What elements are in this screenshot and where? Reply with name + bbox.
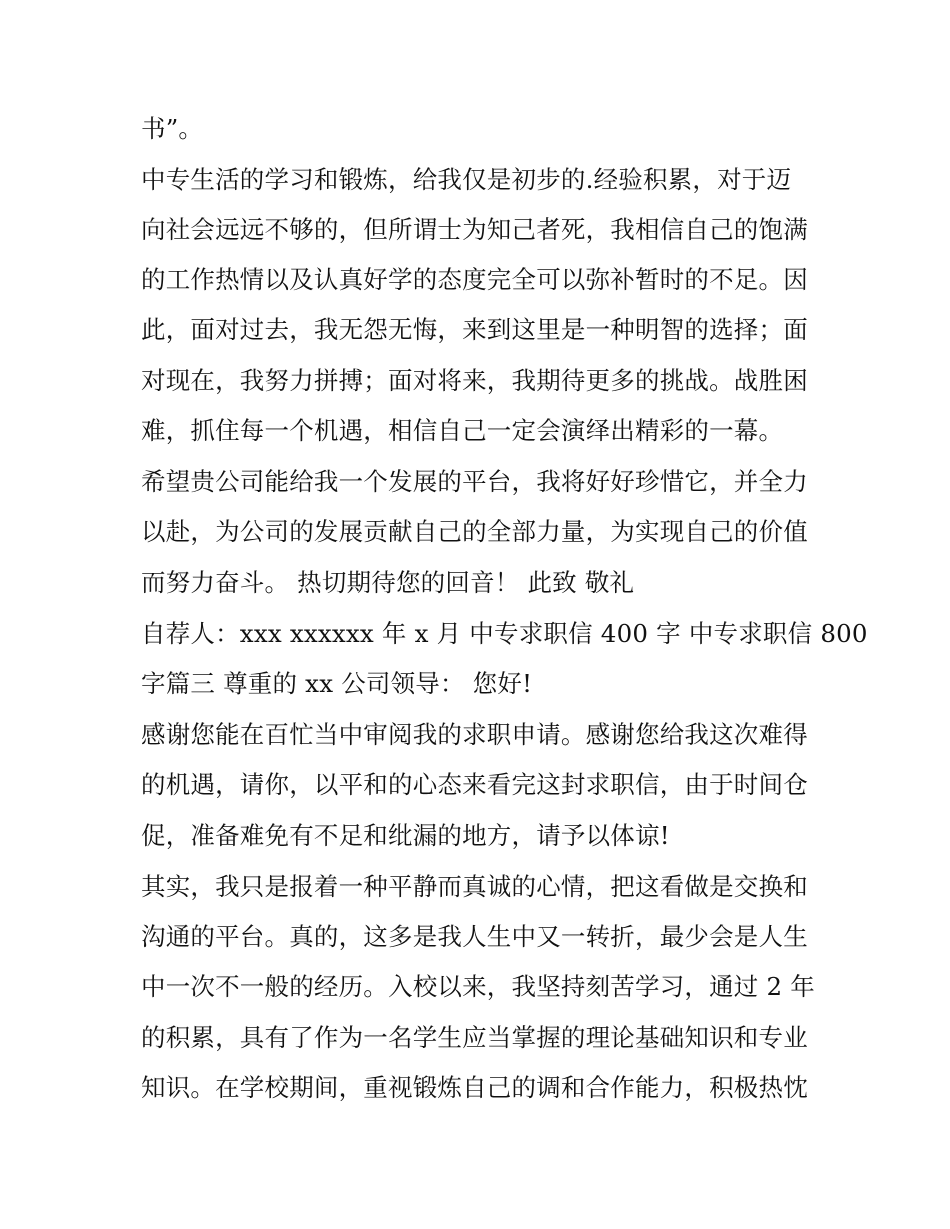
text-line: 对现在，我努力拼搏；面对将来，我期待更多的挑战。战胜困 (141, 366, 808, 395)
text-line: 促，准备难免有不足和纰漏的地方，请予以体谅! (141, 821, 670, 850)
text-line: 书”。 (141, 114, 204, 143)
text-line: 中专生活的学习和锻炼，给我仅是初步的.经验积累，对于迈 (141, 165, 792, 194)
text-line: 的工作热情以及认真好学的态度完全可以弥补暂时的不足。因 (141, 265, 808, 294)
text-line: 的积累，具有了作为一名学生应当掌握的理论基础知识和专业 (141, 1023, 808, 1052)
text-line: 其实，我只是报着一种平静而真诚的心情，把这看做是交换和 (141, 872, 808, 901)
text-line: 字篇三 尊重的 xx 公司领导： 您好! (141, 669, 533, 698)
text-line: 感谢您能在百忙当中审阅我的求职申请。感谢您给我这次难得 (141, 720, 808, 749)
text-line: 向社会远远不够的，但所谓士为知己者死，我相信自己的饱满 (141, 215, 808, 244)
text-line: 难，抓住每一个机遇，相信自己一定会演绎出精彩的一幕。 (141, 416, 784, 445)
text-line: 以赴，为公司的发展贡献自己的全部力量，为实现自己的价值 (141, 517, 808, 546)
text-line: 知识。在学校期间，重视锻炼自己的调和合作能力，积极热忱 (141, 1073, 808, 1102)
text-line: 自荐人：xxx xxxxxx 年 x 月 中专求职信 400 字 中专求职信 800 (141, 619, 868, 648)
text-line: 此，面对过去，我无怨无悔，来到这里是一种明智的选择；面 (141, 315, 808, 344)
text-line: 希望贵公司能给我一个发展的平台，我将好好珍惜它，并全力 (141, 467, 808, 496)
text-line: 沟通的平台。真的，这多是我人生中又一转折，最少会是人生 (141, 922, 808, 951)
text-line: 而努力奋斗。 热切期待您的回音！ 此致 敬礼 (141, 568, 635, 597)
text-line: 中一次不一般的经历。入校以来，我坚持刻苦学习，通过 2 年 (141, 972, 815, 1001)
text-line: 的机遇，请你，以平和的心态来看完这封求职信，由于时间仓 (141, 770, 808, 799)
